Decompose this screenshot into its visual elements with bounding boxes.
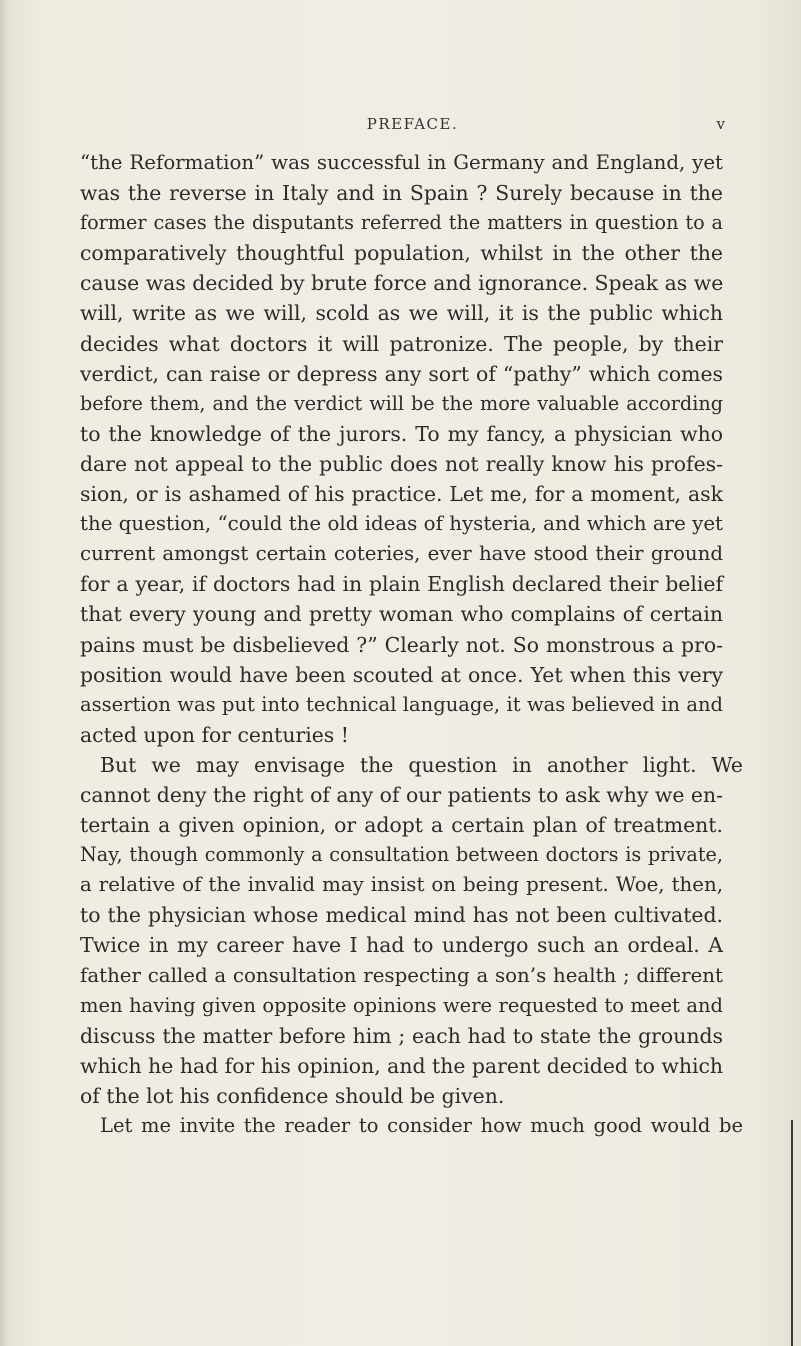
- text-line: cannot deny the right of any of our patients to ask why we en-: [80, 782, 723, 807]
- paragraph-1: [80, 148, 723, 750]
- text-line: verdict, can raise or depress any sort of “pathy” which comes: [80, 361, 723, 386]
- text-line: was the reverse in Italy and in Spain ? Surely because in the: [80, 181, 723, 206]
- text-line: “the Reformation” was successful in Germany and England, yet: [80, 151, 723, 174]
- text-line: tertain a given opinion, or adopt a certain plan of treatment.: [80, 813, 723, 838]
- text-line: for a year, if doctors had in plain English declared their belief: [80, 572, 723, 597]
- text-line: the question, “could the old ideas of hysteria, and which are yet: [80, 512, 723, 536]
- text-line: of the lot his confidence should be given.: [80, 1083, 505, 1108]
- text-line: will, write as we will, scold as we will, it is the public which: [80, 301, 723, 326]
- text-line: acted upon for centuries !: [80, 722, 349, 747]
- text-line: Nay, though commonly a consultation between doctors is private,: [80, 843, 723, 867]
- text-line: discuss the matter before him ; each had to state the grounds: [80, 1023, 723, 1048]
- body-text: [80, 148, 743, 1141]
- text-line: before them, and the verdict will be the more valuable according: [80, 391, 723, 415]
- text-line: But we may envisage the question in another light. We: [100, 752, 743, 777]
- paragraph-2: [80, 750, 743, 1111]
- text-line: pains must be disbelieved ?” Clearly not. So monstrous a pro-: [80, 632, 723, 657]
- page-gutter-shadow: [0, 0, 10, 1346]
- text-line: dare not appeal to the public does not really know his profes-: [80, 451, 723, 476]
- text-line: assertion was put into technical language, it was believed in and: [80, 692, 723, 716]
- text-line: father called a consultation respecting a son’s health ; different: [80, 963, 723, 987]
- text-line: current amongst certain coteries, ever have stood their ground: [80, 542, 723, 566]
- text-line: that every young and pretty woman who complains of certain: [80, 602, 723, 627]
- paragraph-3: [80, 1111, 743, 1141]
- text-line: a relative of the invalid may insist on being present. Woe, then,: [80, 873, 723, 897]
- running-head: [100, 115, 725, 143]
- text-line: cause was decided by brute force and ignorance. Speak as we: [80, 271, 724, 296]
- text-line: Twice in my career have I had to undergo such an ordeal. A: [80, 933, 723, 958]
- text-line: decides what doctors it will patronize. The people, by their: [80, 331, 723, 356]
- text-line: to the knowledge of the jurors. To my fancy, a physician who: [80, 421, 723, 446]
- text-line: sion, or is ashamed of his practice. Let me, for a moment, ask: [80, 482, 723, 507]
- text-line: to the physician whose medical mind has not been cultivated.: [80, 903, 723, 928]
- text-line: Let me invite the reader to consider how much good would be: [100, 1114, 743, 1137]
- text-line: which he had for his opinion, and the parent decided to which: [80, 1053, 724, 1078]
- running-head-title: PREFACE.: [366, 115, 459, 133]
- text-line: comparatively thoughtful population, whilst in the other the: [80, 241, 723, 266]
- page-number: v: [716, 115, 725, 133]
- text-line: position would have been scouted at once. Yet when this very: [80, 662, 723, 687]
- text-line: men having given opposite opinions were requested to meet and: [80, 993, 723, 1017]
- text-line: former cases the disputants referred the matters in question to a: [80, 211, 723, 235]
- page-edge-mark: [791, 1120, 793, 1346]
